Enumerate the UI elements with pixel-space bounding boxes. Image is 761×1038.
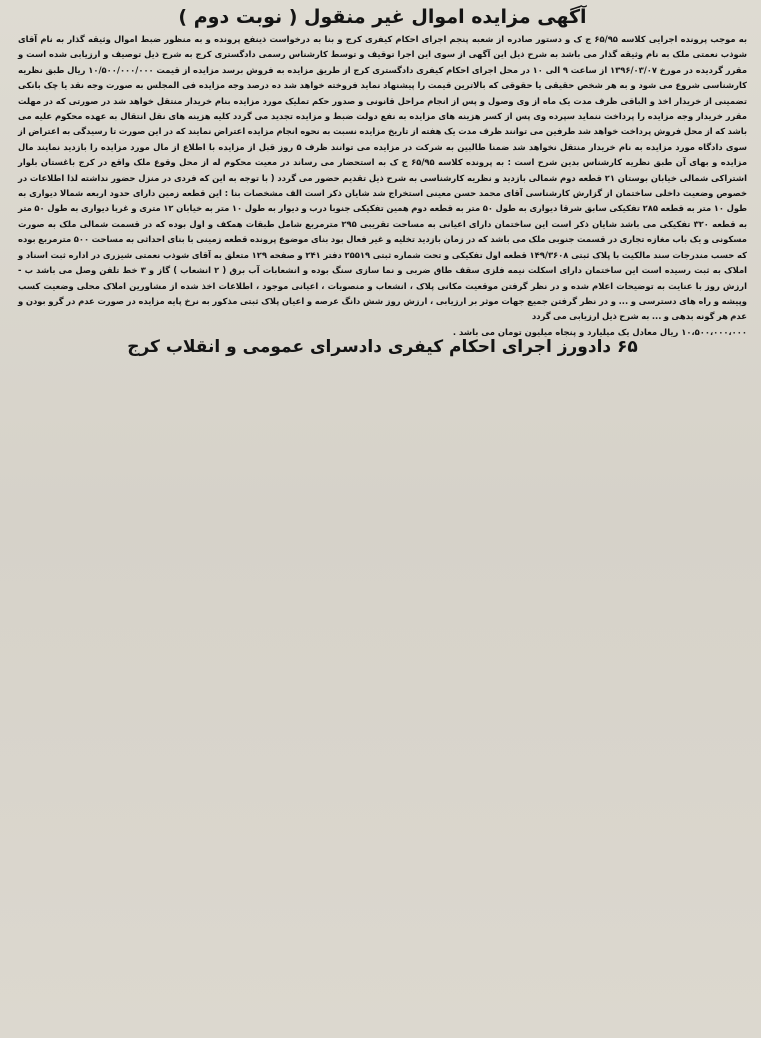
auction-notice [4, 0, 757, 1038]
notice-body-text: به موجب پرونده اجرایی کلاسه ۶۵/۹۵ ج ک و دستور صادره از شعبه پنجم اجرای احکام کیفری کرج و بنا به درخواست ذینفع پرونده و به منظور ضبط اموال وثیقه گذار به نام آقای شوذب نعمتی ملک به نام وثیقه گذار می باشد به شرح ذیل این آگهی از سوی این اجرا توقیف و توسط کارشناس رسمی دادگستری کرج به شرح ذیل توصیف و ارزیابی شده است و مقرر گردیده در مورخ ۱۳۹۶/۰۳/۰۷ از ساعت ۹ الی ۱۰ در محل اجرای احکام کیفری دادگستری کرج از طریق مزایده به فروش برسد مزایده از قیمت ۱۰/۵۰۰/۰۰۰/۰۰۰ ریال طبق نظریه کارشناسی شروع می شود و به هر شخص حقیقی یا حقوقی که بالاترین قیمت را پیشنهاد نماید فروخته خواهد شد ده درصد وجه مزایده فی المجلس به صورت وجه نقد یا چک بانکی تضمینی از خریدار اخذ و الباقی ظرف مدت یک ماه از وی وصول و پس از انجام مراحل قانونی و صدور حکم تملیک مورد مزایده بنام خریدار منتقل خواهد شد در صورتی که در مهلت مقرر خریدار وجه مزایده را پرداخت ننماید سپرده وی پس از کسر هزینه های مزایده به نفع دولت ضبط و مزایده تجدید می گردد کلیه هزینه های نقل انتقال به عهده محکوم علیه می باشد که از محل فروش پرداخت خواهد شد طرفین می توانند ظرف مدت یک هفته از تاریخ مزایده نسبت به نحوه انجام مزایده اعتراض نمایند که در این صورت تا رسیدگی به اعتراض از سوی دادگاه مورد مزایده به نام خریدار منتقل نخواهد شد ضمنا طالبین به شرکت در مزایده می توانند ظرف ۵ روز قبل از مزایده با اطلاع از مال مورد مزایده را بازدید نمایند مال مزایده و بهای آن طبق نظریه کارشناس بدین شرح است : به پرونده کلاسه ۶۵/۹۵ ج ک به استحضار می رساند در معیت محکوم له از محل وقوع ملک واقع در کرج باغستان بلوار اشتراکی شمالی خیابان بوستان ۲۱ قطعه دوم شمالی بازدید و نظریه کارشناسی به شرح ذیل تقدیم حضور می گردد ( با توجه به این که فردی در منزل حضور نداشته لذا اطلاعات در خصوص وضعیت داخلی ساختمان از گزارش کارشناسی آقای محمد حسن معینی استخراج شد شایان ذکر است الف مشخصات بنا : این قطعه زمین دارای حدود اربعه شمالا دیواری به طول ۱۰ متر به قطعه ۲۸۵ تفکیکی سابق شرقا دیواری به طول ۵۰ متر به قطعه دوم همین تفکیکی جنوبا درب و دیوار به طول ۱۰ متر به خیابان ۱۲ متری و غربا دیواری به طول ۵۰ متر به قطعه ۳۲۰ تفکیکی می باشد شایان ذکر است این ساختمان دارای اعیانی به مساحت تقریبی ۲۹۵ مترمربع شامل طبقات همکف و اول بوده که در قسمت شمالی ملک به صورت مسکونی و یک باب مغازه تجاری در قسمت جنوبی ملک می باشد که در زمان بازدید تخلیه و غیر فعال بود بنای موضوع پرونده قطعه زمینی با بنای احداثی به مساحت ۵۰۰ مترمربع بوده که حسب مندرجات سند مالکیت با پلاک ثبتی ۱۴۹/۳۶۰۸ قطعه اول تفکیکی و تحت شماره ثبتی ۲۵۵۱۹ دفتر ۲۴۱ و صفحه ۱۲۹ متعلق به آقای شوذب نعمتی شیزری در اداره ثبت اسناد و املاک به ثبت رسیده است این ساختمان دارای اسکلت نیمه فلزی سقف طاق ضربی و نما سازی سنگ بوده و انشعابات آب برق ( ۲ انشعاب ) گاز و ۳ خط تلفن وصل می باشد ب - ارزش روز با عنایت به توضیحات اعلام شده و در نظر گرفتن موقعیت مکانی پلاک ، انشعاب و منصوبات ، اعیانی موجود ، اطلاعات اخذ شده از مشاورین املاک محلی وضعیت کسب وپیشه و راه های دسترسی و ... و در نظر گرفتن جمیع جهات موثر بر ارزیابی ، ارزش روز شش دانگ عرصه و اعیان پلاک ثبتی مذکور به نرخ پایه مزایده در صورت عدم در گرو بودن و عدم هر گونه بدهی و ... به شرح ذیل ارزیابی می گردد [18, 34, 748, 322]
notice-body [18, 32, 747, 325]
notice-amount: ۱۰،۵۰۰،۰۰۰،۰۰۰ ریال معادل یک میلیارد و پنجاه میلیون تومان می باشد . [452, 326, 747, 337]
notice-signature: ۶۵ دادورز اجرای احکام کیفری دادسرای عمومی و انقلاب کرج [127, 337, 638, 358]
notice-title: آگهی مزایده اموال غیر منقول ( نوبت دوم ) [178, 6, 587, 28]
